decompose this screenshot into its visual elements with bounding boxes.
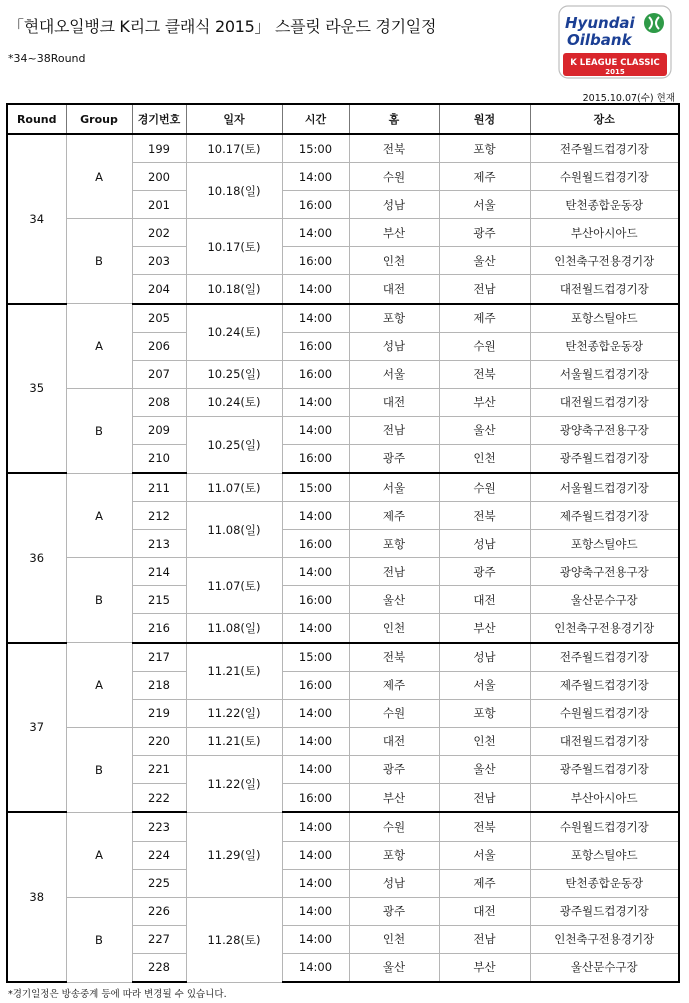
- away-team-cell: 인천: [439, 444, 530, 473]
- time-cell: 14:00: [282, 304, 349, 333]
- match-no-cell: 202: [132, 219, 186, 247]
- away-team-cell: 전남: [439, 783, 530, 812]
- col-group-header: Group: [66, 104, 132, 134]
- away-team-cell: 울산: [439, 247, 530, 275]
- time-cell: 14:00: [282, 727, 349, 755]
- logo-text-hyundai: Hyundai: [565, 14, 635, 32]
- date-cell: 10.18(일): [186, 163, 282, 219]
- home-team-cell: 제주: [349, 502, 439, 530]
- away-team-cell: 포항: [439, 699, 530, 727]
- round-range-note: *34~38Round: [8, 52, 86, 65]
- away-team-cell: 수원: [439, 473, 530, 502]
- match-no-cell: 215: [132, 586, 186, 614]
- league-logo: [557, 4, 673, 80]
- home-team-cell: 대전: [349, 275, 439, 304]
- venue-cell: 인천축구전용경기장: [530, 614, 679, 643]
- match-no-cell: 219: [132, 699, 186, 727]
- date-cell: 10.24(토): [186, 388, 282, 416]
- home-team-cell: 광주: [349, 897, 439, 925]
- match-no-cell: 204: [132, 275, 186, 304]
- col-date-header: 일자: [186, 104, 282, 134]
- schedule-table: [6, 103, 680, 983]
- date-cell: 11.08(일): [186, 502, 282, 558]
- group-cell: B: [66, 897, 132, 982]
- away-team-cell: 전남: [439, 925, 530, 953]
- home-team-cell: 광주: [349, 444, 439, 473]
- away-team-cell: 부산: [439, 388, 530, 416]
- venue-cell: 인천축구전용경기장: [530, 925, 679, 953]
- home-team-cell: 성남: [349, 191, 439, 219]
- time-cell: 14:00: [282, 953, 349, 982]
- table-row: [7, 558, 679, 586]
- date-cell: 10.24(토): [186, 304, 282, 361]
- col-round-header: Round: [7, 104, 66, 134]
- venue-cell: 서울월드컵경기장: [530, 473, 679, 502]
- round-cell: 36: [7, 473, 66, 643]
- group-cell: B: [66, 388, 132, 473]
- home-team-cell: 울산: [349, 586, 439, 614]
- date-cell: 11.08(일): [186, 614, 282, 643]
- date-cell: 10.25(일): [186, 416, 282, 473]
- time-cell: 14:00: [282, 219, 349, 247]
- home-team-cell: 인천: [349, 247, 439, 275]
- footer-note: *경기일정은 방송중계 등에 따라 변경될 수 있습니다.: [8, 989, 227, 1000]
- match-no-cell: 216: [132, 614, 186, 643]
- away-team-cell: 부산: [439, 953, 530, 982]
- home-team-cell: 울산: [349, 953, 439, 982]
- group-cell: A: [66, 134, 132, 219]
- time-cell: 16:00: [282, 586, 349, 614]
- time-cell: 15:00: [282, 643, 349, 672]
- venue-cell: 제주월드컵경기장: [530, 502, 679, 530]
- away-team-cell: 울산: [439, 755, 530, 783]
- match-no-cell: 225: [132, 869, 186, 897]
- match-no-cell: 213: [132, 530, 186, 558]
- table-row: [7, 134, 679, 163]
- away-team-cell: 전북: [439, 502, 530, 530]
- group-cell: B: [66, 219, 132, 304]
- home-team-cell: 제주: [349, 672, 439, 700]
- home-team-cell: 대전: [349, 727, 439, 755]
- time-cell: 14:00: [282, 558, 349, 586]
- date-cell: 11.21(토): [186, 727, 282, 755]
- away-team-cell: 포항: [439, 134, 530, 163]
- group-cell: B: [66, 558, 132, 643]
- match-no-cell: 203: [132, 247, 186, 275]
- time-cell: 16:00: [282, 360, 349, 388]
- match-no-cell: 222: [132, 783, 186, 812]
- page-title: 「현대오일뱅크 K리그 클래식 2015」 스플릿 라운드 경기일정: [8, 17, 437, 36]
- as-of-date: 2015.10.07(수) 현재: [582, 93, 675, 104]
- table-row: [7, 219, 679, 247]
- home-team-cell: 서울: [349, 360, 439, 388]
- venue-cell: 탄천종합운동장: [530, 869, 679, 897]
- match-no-cell: 217: [132, 643, 186, 672]
- away-team-cell: 인천: [439, 727, 530, 755]
- date-cell: 11.22(일): [186, 755, 282, 812]
- time-cell: 14:00: [282, 163, 349, 191]
- venue-cell: 광양축구전용구장: [530, 558, 679, 586]
- home-team-cell: 부산: [349, 219, 439, 247]
- venue-cell: 탄천종합운동장: [530, 332, 679, 360]
- away-team-cell: 제주: [439, 869, 530, 897]
- venue-cell: 서울월드컵경기장: [530, 360, 679, 388]
- time-cell: 14:00: [282, 699, 349, 727]
- venue-cell: 인천축구전용경기장: [530, 247, 679, 275]
- round-cell: 35: [7, 304, 66, 474]
- date-cell: 10.25(일): [186, 360, 282, 388]
- time-cell: 14:00: [282, 925, 349, 953]
- venue-cell: 광양축구전용구장: [530, 416, 679, 444]
- col-time-header: 시간: [282, 104, 349, 134]
- date-cell: 10.18(일): [186, 275, 282, 304]
- date-cell: 11.28(토): [186, 897, 282, 982]
- away-team-cell: 수원: [439, 332, 530, 360]
- match-no-cell: 209: [132, 416, 186, 444]
- away-team-cell: 제주: [439, 304, 530, 333]
- time-cell: 14:00: [282, 812, 349, 841]
- venue-cell: 제주월드컵경기장: [530, 672, 679, 700]
- col-away-header: 원정: [439, 104, 530, 134]
- home-team-cell: 수원: [349, 163, 439, 191]
- home-team-cell: 수원: [349, 699, 439, 727]
- venue-cell: 광주월드컵경기장: [530, 897, 679, 925]
- home-team-cell: 성남: [349, 869, 439, 897]
- time-cell: 16:00: [282, 530, 349, 558]
- match-no-cell: 207: [132, 360, 186, 388]
- match-no-cell: 224: [132, 841, 186, 869]
- home-team-cell: 포항: [349, 841, 439, 869]
- match-no-cell: 221: [132, 755, 186, 783]
- home-team-cell: 인천: [349, 614, 439, 643]
- logo-text-oilbank: Oilbank: [567, 31, 632, 49]
- date-cell: 11.07(토): [186, 473, 282, 502]
- venue-cell: 울산문수구장: [530, 953, 679, 982]
- time-cell: 14:00: [282, 841, 349, 869]
- away-team-cell: 전북: [439, 360, 530, 388]
- venue-cell: 포항스틸야드: [530, 304, 679, 333]
- home-team-cell: 포항: [349, 530, 439, 558]
- home-team-cell: 서울: [349, 473, 439, 502]
- group-cell: B: [66, 727, 132, 812]
- logo-text-year: 2015: [605, 68, 625, 76]
- round-cell: 34: [7, 134, 66, 304]
- venue-cell: 울산문수구장: [530, 586, 679, 614]
- match-no-cell: 228: [132, 953, 186, 982]
- date-cell: 11.22(일): [186, 699, 282, 727]
- table-header-row: [7, 104, 679, 134]
- away-team-cell: 부산: [439, 614, 530, 643]
- venue-cell: 수원월드컵경기장: [530, 163, 679, 191]
- venue-cell: 대전월드컵경기장: [530, 275, 679, 304]
- match-no-cell: 214: [132, 558, 186, 586]
- home-team-cell: 성남: [349, 332, 439, 360]
- table-row: [7, 388, 679, 416]
- venue-cell: 대전월드컵경기장: [530, 388, 679, 416]
- match-no-cell: 218: [132, 672, 186, 700]
- home-team-cell: 전남: [349, 558, 439, 586]
- home-team-cell: 전북: [349, 643, 439, 672]
- match-no-cell: 205: [132, 304, 186, 333]
- group-cell: A: [66, 304, 132, 389]
- away-team-cell: 광주: [439, 558, 530, 586]
- table-row: [7, 727, 679, 755]
- time-cell: 14:00: [282, 416, 349, 444]
- venue-cell: 탄천종합운동장: [530, 191, 679, 219]
- away-team-cell: 대전: [439, 897, 530, 925]
- round-cell: 37: [7, 643, 66, 813]
- home-team-cell: 수원: [349, 812, 439, 841]
- venue-cell: 포항스틸야드: [530, 841, 679, 869]
- date-cell: 11.29(일): [186, 812, 282, 897]
- time-cell: 16:00: [282, 247, 349, 275]
- home-team-cell: 부산: [349, 783, 439, 812]
- time-cell: 14:00: [282, 388, 349, 416]
- table-row: [7, 812, 679, 841]
- time-cell: 15:00: [282, 134, 349, 163]
- col-match-no-header: 경기번호: [132, 104, 186, 134]
- venue-cell: 광주월드컵경기장: [530, 755, 679, 783]
- venue-cell: 전주월드컵경기장: [530, 643, 679, 672]
- date-cell: 10.17(토): [186, 134, 282, 163]
- venue-cell: 대전월드컵경기장: [530, 727, 679, 755]
- table-row: [7, 304, 679, 333]
- time-cell: 16:00: [282, 444, 349, 473]
- venue-cell: 수원월드컵경기장: [530, 699, 679, 727]
- time-cell: 16:00: [282, 191, 349, 219]
- away-team-cell: 울산: [439, 416, 530, 444]
- venue-cell: 수원월드컵경기장: [530, 812, 679, 841]
- match-no-cell: 201: [132, 191, 186, 219]
- match-no-cell: 199: [132, 134, 186, 163]
- match-no-cell: 220: [132, 727, 186, 755]
- away-team-cell: 전북: [439, 812, 530, 841]
- time-cell: 15:00: [282, 473, 349, 502]
- match-no-cell: 212: [132, 502, 186, 530]
- time-cell: 14:00: [282, 897, 349, 925]
- time-cell: 16:00: [282, 672, 349, 700]
- home-team-cell: 인천: [349, 925, 439, 953]
- group-cell: A: [66, 473, 132, 558]
- logo-text-league: K LEAGUE CLASSIC: [570, 58, 660, 68]
- table-row: [7, 473, 679, 502]
- match-no-cell: 206: [132, 332, 186, 360]
- home-team-cell: 대전: [349, 388, 439, 416]
- time-cell: 14:00: [282, 502, 349, 530]
- col-home-header: 홈: [349, 104, 439, 134]
- venue-cell: 광주월드컵경기장: [530, 444, 679, 473]
- time-cell: 16:00: [282, 783, 349, 812]
- schedule-body: [7, 134, 679, 982]
- match-no-cell: 208: [132, 388, 186, 416]
- home-team-cell: 전남: [349, 416, 439, 444]
- group-cell: A: [66, 643, 132, 728]
- away-team-cell: 서울: [439, 672, 530, 700]
- time-cell: 14:00: [282, 869, 349, 897]
- table-row: [7, 897, 679, 925]
- away-team-cell: 서울: [439, 191, 530, 219]
- date-cell: 11.21(토): [186, 643, 282, 700]
- time-cell: 14:00: [282, 275, 349, 304]
- venue-cell: 부산아시아드: [530, 783, 679, 812]
- group-cell: A: [66, 812, 132, 897]
- table-row: [7, 643, 679, 672]
- away-team-cell: 대전: [439, 586, 530, 614]
- time-cell: 14:00: [282, 755, 349, 783]
- home-team-cell: 광주: [349, 755, 439, 783]
- match-no-cell: 211: [132, 473, 186, 502]
- time-cell: 14:00: [282, 614, 349, 643]
- home-team-cell: 전북: [349, 134, 439, 163]
- home-team-cell: 포항: [349, 304, 439, 333]
- match-no-cell: 223: [132, 812, 186, 841]
- date-cell: 10.17(토): [186, 219, 282, 275]
- match-no-cell: 227: [132, 925, 186, 953]
- away-team-cell: 성남: [439, 643, 530, 672]
- match-no-cell: 210: [132, 444, 186, 473]
- match-no-cell: 200: [132, 163, 186, 191]
- col-venue-header: 장소: [530, 104, 679, 134]
- logo-emblem: [644, 13, 664, 33]
- away-team-cell: 성남: [439, 530, 530, 558]
- time-cell: 16:00: [282, 332, 349, 360]
- away-team-cell: 제주: [439, 163, 530, 191]
- venue-cell: 전주월드컵경기장: [530, 134, 679, 163]
- venue-cell: 포항스틸야드: [530, 530, 679, 558]
- away-team-cell: 서울: [439, 841, 530, 869]
- away-team-cell: 광주: [439, 219, 530, 247]
- date-cell: 11.07(토): [186, 558, 282, 614]
- away-team-cell: 전남: [439, 275, 530, 304]
- venue-cell: 부산아시아드: [530, 219, 679, 247]
- round-cell: 38: [7, 812, 66, 982]
- match-no-cell: 226: [132, 897, 186, 925]
